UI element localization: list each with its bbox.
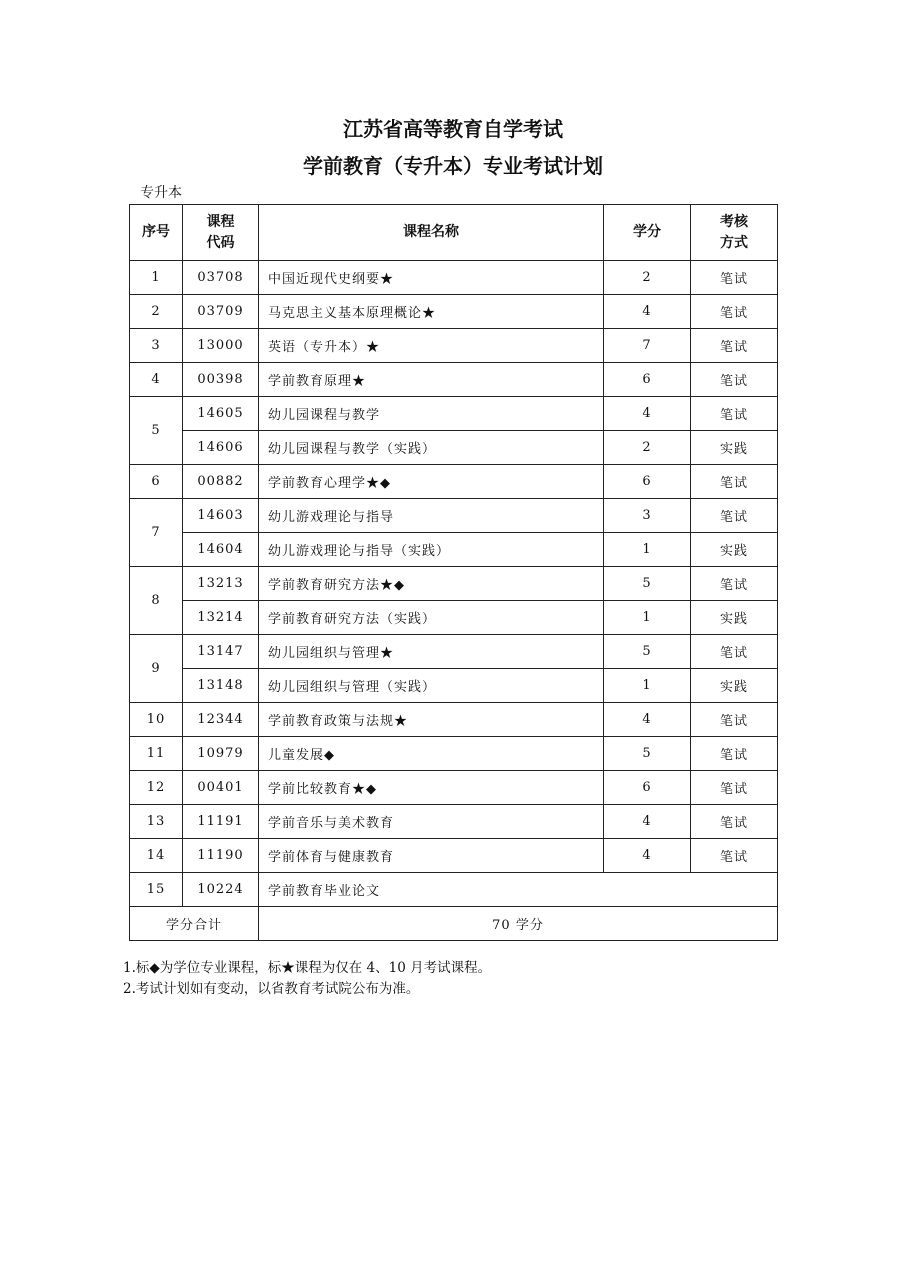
cell-code: 00401 xyxy=(183,771,259,805)
header-method xyxy=(691,205,778,261)
cell-seq: 11 xyxy=(130,737,183,771)
table-row xyxy=(130,533,778,567)
cell-method: 笔试 xyxy=(691,737,778,771)
table-row xyxy=(130,805,778,839)
header-name: 课程名称 xyxy=(259,205,604,261)
cell-code: 13213 xyxy=(183,567,259,601)
cell-method: 实践 xyxy=(691,533,778,567)
cell-credits: 4 xyxy=(604,839,691,873)
cell-credits: 5 xyxy=(604,567,691,601)
cell-method: 笔试 xyxy=(691,465,778,499)
cell-credits: 3 xyxy=(604,499,691,533)
cell-credits: 4 xyxy=(604,397,691,431)
cell-seq: 14 xyxy=(130,839,183,873)
cell-credits: 4 xyxy=(604,295,691,329)
table-row xyxy=(130,737,778,771)
cell-method: 笔试 xyxy=(691,499,778,533)
cell-course-name: 马克思主义基本原理概论★ xyxy=(259,295,604,329)
exam-plan-table xyxy=(129,204,778,941)
cell-credits: 7 xyxy=(604,329,691,363)
table-row xyxy=(130,465,778,499)
table-row xyxy=(130,771,778,805)
cell-method: 笔试 xyxy=(691,329,778,363)
cell-code: 14606 xyxy=(183,431,259,465)
table-row xyxy=(130,669,778,703)
cell-seq: 4 xyxy=(130,363,183,397)
table-row xyxy=(130,261,778,295)
cell-method: 笔试 xyxy=(691,839,778,873)
cell-seq: 5 xyxy=(130,397,183,465)
footnote: 2.考试计划如有变动，以省教育考试院公布为准。 xyxy=(123,981,420,997)
cell-code: 13148 xyxy=(183,669,259,703)
cell-course-name: 学前比较教育★◆ xyxy=(259,771,604,805)
cell-code: 14605 xyxy=(183,397,259,431)
table-row xyxy=(130,635,778,669)
table-row xyxy=(130,329,778,363)
cell-seq: 6 xyxy=(130,465,183,499)
table-row xyxy=(130,839,778,873)
table-row xyxy=(130,499,778,533)
cell-code: 14604 xyxy=(183,533,259,567)
cell-course-name: 学前音乐与美术教育 xyxy=(259,805,604,839)
table-header-row xyxy=(130,205,778,261)
table-row xyxy=(130,363,778,397)
level-label: 专升本 xyxy=(140,185,182,201)
cell-seq: 3 xyxy=(130,329,183,363)
cell-code: 14603 xyxy=(183,499,259,533)
cell-method: 实践 xyxy=(691,431,778,465)
cell-method: 笔试 xyxy=(691,397,778,431)
cell-course-name: 儿童发展◆ xyxy=(259,737,604,771)
cell-course-name: 中国近现代史纲要★ xyxy=(259,261,604,295)
cell-seq: 13 xyxy=(130,805,183,839)
cell-credits: 4 xyxy=(604,805,691,839)
cell-method: 笔试 xyxy=(691,635,778,669)
cell-course-name: 英语（专升本）★ xyxy=(259,329,604,363)
cell-course-name: 学前教育研究方法（实践） xyxy=(259,601,604,635)
cell-course-name: 学前教育原理★ xyxy=(259,363,604,397)
cell-credits: 6 xyxy=(604,771,691,805)
table-row xyxy=(130,601,778,635)
table-row xyxy=(130,295,778,329)
footnote: 1.标◆为学位专业课程，标★课程为仅在 4、10 月考试课程。 xyxy=(123,960,492,976)
cell-credits: 5 xyxy=(604,635,691,669)
cell-credits: 1 xyxy=(604,533,691,567)
cell-method: 笔试 xyxy=(691,295,778,329)
cell-course-name: 幼儿游戏理论与指导 xyxy=(259,499,604,533)
cell-code: 11191 xyxy=(183,805,259,839)
cell-code: 00398 xyxy=(183,363,259,397)
cell-seq: 12 xyxy=(130,771,183,805)
cell-code: 00882 xyxy=(183,465,259,499)
cell-course-name: 幼儿园课程与教学 xyxy=(259,397,604,431)
cell-seq: 1 xyxy=(130,261,183,295)
cell-credits: 4 xyxy=(604,703,691,737)
cell-seq: 9 xyxy=(130,635,183,703)
header-code xyxy=(183,205,259,261)
cell-course-name: 幼儿游戏理论与指导（实践） xyxy=(259,533,604,567)
total-value: 70 学分 xyxy=(259,907,778,941)
cell-course-name: 学前教育心理学★◆ xyxy=(259,465,604,499)
cell-course-name: 学前教育研究方法★◆ xyxy=(259,567,604,601)
total-label: 学分合计 xyxy=(130,907,259,941)
cell-seq: 7 xyxy=(130,499,183,567)
cell-course-name: 学前体育与健康教育 xyxy=(259,839,604,873)
cell-credits: 2 xyxy=(604,431,691,465)
document-title: 江苏省高等教育自学考试 xyxy=(343,117,563,141)
cell-code: 13147 xyxy=(183,635,259,669)
cell-code: 12344 xyxy=(183,703,259,737)
cell-credits: 2 xyxy=(604,261,691,295)
header-code-line1: 课程 xyxy=(206,213,235,230)
cell-method: 笔试 xyxy=(691,363,778,397)
cell-seq: 8 xyxy=(130,567,183,635)
cell-method: 实践 xyxy=(691,669,778,703)
footnotes xyxy=(123,958,491,1000)
cell-code: 13000 xyxy=(183,329,259,363)
cell-course-name: 学前教育政策与法规★ xyxy=(259,703,604,737)
cell-code: 03708 xyxy=(183,261,259,295)
table-row xyxy=(130,567,778,601)
header-method-line1: 考核 xyxy=(720,213,748,230)
cell-seq: 10 xyxy=(130,703,183,737)
cell-method: 笔试 xyxy=(691,771,778,805)
cell-code: 03709 xyxy=(183,295,259,329)
cell-credits: 6 xyxy=(604,363,691,397)
cell-credits: 6 xyxy=(604,465,691,499)
header-seq: 序号 xyxy=(130,205,183,261)
cell-course-name: 学前教育毕业论文 xyxy=(259,873,778,907)
cell-credits: 1 xyxy=(604,601,691,635)
cell-course-name: 幼儿园课程与教学（实践） xyxy=(259,431,604,465)
table-row xyxy=(130,703,778,737)
cell-code: 13214 xyxy=(183,601,259,635)
document-subtitle: 学前教育（专升本）专业考试计划 xyxy=(303,154,603,178)
header-method-line2: 方式 xyxy=(720,234,748,251)
header-credits: 学分 xyxy=(604,205,691,261)
header-code-line2: 代码 xyxy=(206,234,235,251)
cell-code: 10979 xyxy=(183,737,259,771)
cell-credits: 5 xyxy=(604,737,691,771)
cell-course-name: 幼儿园组织与管理（实践） xyxy=(259,669,604,703)
cell-method: 实践 xyxy=(691,601,778,635)
cell-code: 10224 xyxy=(183,873,259,907)
cell-method: 笔试 xyxy=(691,261,778,295)
table-row xyxy=(130,431,778,465)
cell-code: 11190 xyxy=(183,839,259,873)
cell-course-name: 幼儿园组织与管理★ xyxy=(259,635,604,669)
table-body xyxy=(130,261,778,941)
table-row xyxy=(130,873,778,907)
cell-method: 笔试 xyxy=(691,703,778,737)
total-row xyxy=(130,907,778,941)
cell-seq: 2 xyxy=(130,295,183,329)
cell-method: 笔试 xyxy=(691,805,778,839)
cell-seq: 15 xyxy=(130,873,183,907)
cell-credits: 1 xyxy=(604,669,691,703)
cell-method: 笔试 xyxy=(691,567,778,601)
table-row xyxy=(130,397,778,431)
